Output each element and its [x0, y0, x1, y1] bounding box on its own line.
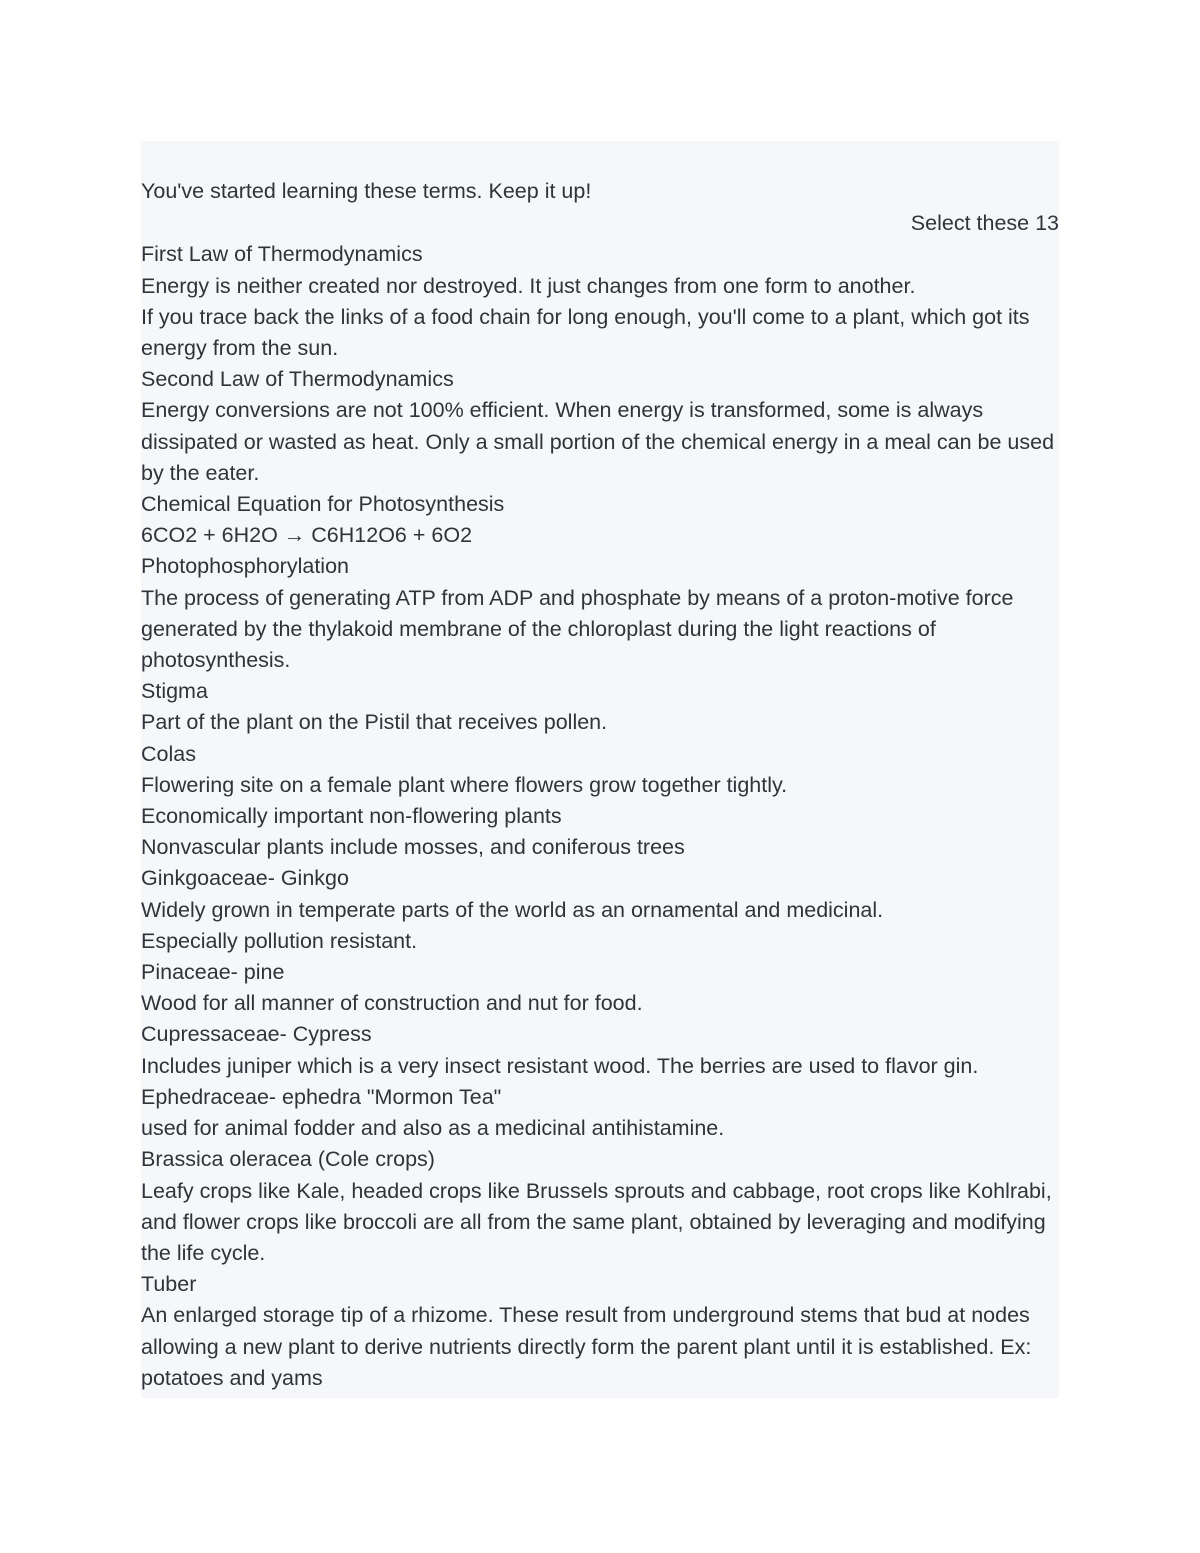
term-card: [141, 551, 1059, 676]
term-definition: Energy conversions are not 100% efficient. When energy is transformed, some is always dissipated or wasted as heat. Only a small portion of the chemical energy in a meal can be used by the eater.: [141, 398, 1055, 485]
term-card: [141, 364, 1059, 489]
term-card: [141, 739, 1059, 801]
terms-list: [141, 239, 1059, 1394]
term-definition: Energy is neither created nor destroyed. It just changes from one form to another.: [141, 273, 916, 298]
term-card: [141, 863, 1059, 957]
term-definition: Nonvascular plants include mosses, and coniferous trees: [141, 835, 685, 860]
term-title: Chemical Equation for Photosynthesis: [141, 492, 505, 517]
term-title: Ginkgoaceae- Ginkgo: [141, 866, 349, 891]
term-title: Tuber: [141, 1272, 197, 1297]
term-card: [141, 239, 1059, 364]
term-card: [141, 1082, 1059, 1144]
term-definition: The process of generating ATP from ADP and phosphate by means of a proton-motive force generated by the thylakoid membrane of the chloroplast during the light reactions of photosynthesis.: [141, 585, 1014, 673]
term-definition: 6CO2 + 6H2O → C6H12O6 + 6O2: [141, 523, 473, 548]
term-definition: An enlarged storage tip of a rhizome. These result from underground stems that bud at nodes allowing a new plant to derive nutrients directly form the parent plant until it is established. Ex: potatoes and yams: [141, 1303, 1032, 1390]
term-card: [141, 801, 1059, 863]
progress-message: You've started learning these terms. Keep it up!: [141, 179, 592, 203]
term-title: Cupressaceae- Cypress: [141, 1022, 372, 1047]
term-definition: Widely grown in temperate parts of the world as an ornamental and medicinal.: [141, 897, 884, 922]
term-title: Stigma: [141, 679, 208, 704]
term-title: Economically important non-flowering plants: [141, 804, 562, 829]
term-card: [141, 1019, 1059, 1081]
term-card: [141, 957, 1059, 1019]
term-card: [141, 676, 1059, 738]
term-card: [141, 1269, 1059, 1394]
term-definition: If you trace back the links of a food chain for long enough, you'll come to a plant, which got its energy from the sun.: [141, 304, 1030, 361]
term-definition: Especially pollution resistant.: [141, 928, 418, 953]
term-definition: Flowering site on a female plant where flowers grow together tightly.: [141, 772, 788, 797]
term-definition: Leafy crops like Kale, headed crops like Brussels sprouts and cabbage, root crops like Kohlrabi, and flower crops like broccoli are all from the same plant, obtained by leveraging and modifying the life cycle.: [141, 1178, 1052, 1265]
term-title: Pinaceae- pine: [141, 960, 285, 985]
term-title: Second Law of Thermodynamics: [141, 367, 454, 392]
term-title: First Law of Thermodynamics: [141, 242, 423, 267]
term-definition: Part of the plant on the Pistil that receives pollen.: [141, 710, 608, 735]
term-title: Ephedraceae- ephedra "Mormon Tea": [141, 1084, 502, 1109]
term-card: [141, 489, 1059, 551]
term-definition: Wood for all manner of construction and nut for food.: [141, 991, 643, 1016]
term-title: Colas: [141, 741, 196, 766]
study-set-panel: [141, 141, 1059, 1398]
term-title: Photophosphorylation: [141, 554, 349, 579]
select-terms-button[interactable]: Select these 13: [910, 211, 1059, 236]
term-definition: used for animal fodder and also as a medicinal antihistamine.: [141, 1116, 725, 1141]
term-title: Brassica oleracea (Cole crops): [141, 1147, 435, 1172]
term-definition: Includes juniper which is a very insect resistant wood. The berries are used to flavor gin.: [141, 1053, 979, 1078]
term-card: [141, 1144, 1059, 1269]
